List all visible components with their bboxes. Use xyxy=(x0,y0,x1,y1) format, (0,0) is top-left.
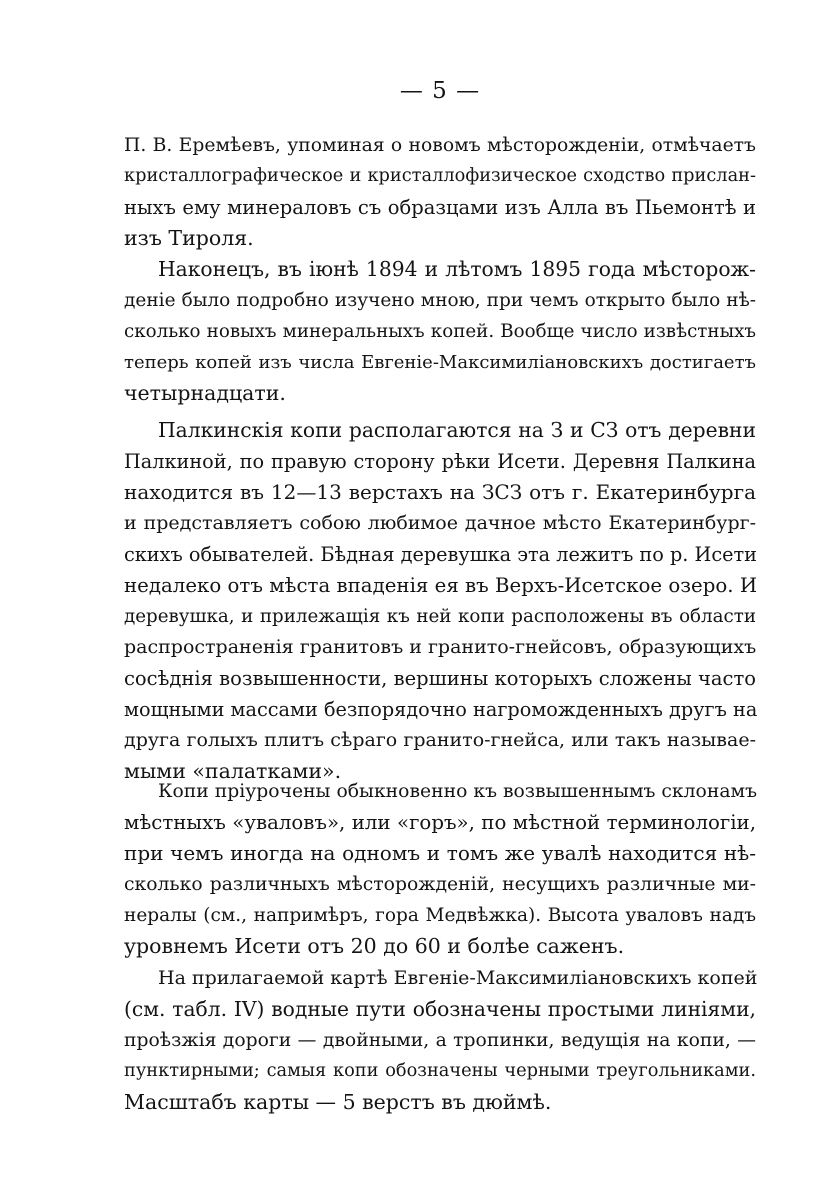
text-line: четырнадцати. xyxy=(124,381,286,405)
page-number: — 5 — xyxy=(399,78,481,104)
text-line: На прилагаемой картѣ Евгенiе-Максимилiановскихъ копей xyxy=(158,967,758,989)
text-line: сосѣднiя возвышенности, вершины которыхъ сложены часто xyxy=(124,667,756,690)
text-line: друга голыхъ плитъ сѣраго гранито-гнейса, или такъ называе- xyxy=(124,729,756,751)
text-line: изъ Тироля. xyxy=(124,226,254,250)
paragraph-1 xyxy=(124,130,756,254)
paragraph-5 xyxy=(124,963,756,1118)
text-line: Палкиной, по правую сторону рѣки Исети. Деревня Палкина xyxy=(124,450,756,473)
text-line: проѣзжiя дороги — двойными, а тропинки, ведущiя на копи, — xyxy=(124,1030,756,1051)
text-line: недалеко отъ мѣста впаденiя ея въ Верхъ-Исетское озеро. И xyxy=(124,574,758,597)
text-line: пунктирными; самыя копи обозначены черными треугольниками. xyxy=(124,1061,756,1081)
text-line: деревушка, и прилежащiя къ ней копи расположены въ области xyxy=(124,606,756,627)
text-line: Копи прiурочены обыкновенно къ возвышеннымъ склонамъ xyxy=(158,781,758,802)
paragraph-3 xyxy=(124,415,756,787)
text-line: и представляетъ собою любимое дачное мѣсто Екатеринбург- xyxy=(124,512,756,534)
text-line: сколько различныхъ мѣсторожденiй, несущихъ различные ми- xyxy=(124,874,756,895)
text-line: мыми «палатками». xyxy=(124,759,342,783)
text-line: ныхъ ему минераловъ съ образцами изъ Алла въ Пьемонтѣ и xyxy=(124,196,756,219)
text-line: Масштабъ карты — 5 верстъ въ дюймѣ. xyxy=(124,1090,552,1114)
text-line: уровнемъ Исети отъ 20 до 60 и болѣе саженъ. xyxy=(124,934,625,958)
text-line: нералы (см., напримѣръ, гора Медвѣжка). Высота уваловъ надъ xyxy=(124,905,756,926)
text-line: Наконецъ, въ iюнѣ 1894 и лѣтомъ 1895 года мѣсторож- xyxy=(158,257,756,281)
paragraph-2 xyxy=(124,254,756,409)
text-line: Палкинскiя копи располагаются на З и СЗ отъ деревни xyxy=(158,418,756,442)
text-line: находится въ 12—13 верстахъ на ЗСЗ отъ г. Екатеринбурга xyxy=(124,480,756,504)
text-line: распространенiя гранитовъ и гранито-гнейсовъ, образующихъ xyxy=(124,636,757,658)
text-line: денiе было подробно изучено мною, при чемъ открыто было нѣ- xyxy=(124,290,756,311)
text-line: скихъ обывателей. Бѣдная деревушка эта лежитъ по р. Исети xyxy=(124,543,757,566)
paragraph-4 xyxy=(124,776,756,962)
text-line: (см. табл. IV) водные пути обозначены простыми линiями, xyxy=(124,997,756,1021)
text-line: мощными массами безпорядочно нагроможденныхъ другъ на xyxy=(124,698,758,721)
text-line: кристаллографическое и кристаллофизическое сходство прислан- xyxy=(124,166,756,186)
text-line: мѣстныхъ «уваловъ», или «горъ», по мѣстной терминологiи, xyxy=(124,811,756,834)
text-line: сколько новыхъ минеральныхъ копей. Вообще число извѣстныхъ xyxy=(124,321,756,342)
text-line: П. В. Еремѣевъ, упоминая о новомъ мѣсторожденiи, отмѣчаетъ xyxy=(124,135,756,156)
text-line: теперь копей изъ числа Евгенiе-Максимилiановскихъ достигаетъ xyxy=(124,352,756,373)
text-line: при чемъ иногда на одномъ и томъ же увалѣ находится нѣ- xyxy=(124,841,756,865)
